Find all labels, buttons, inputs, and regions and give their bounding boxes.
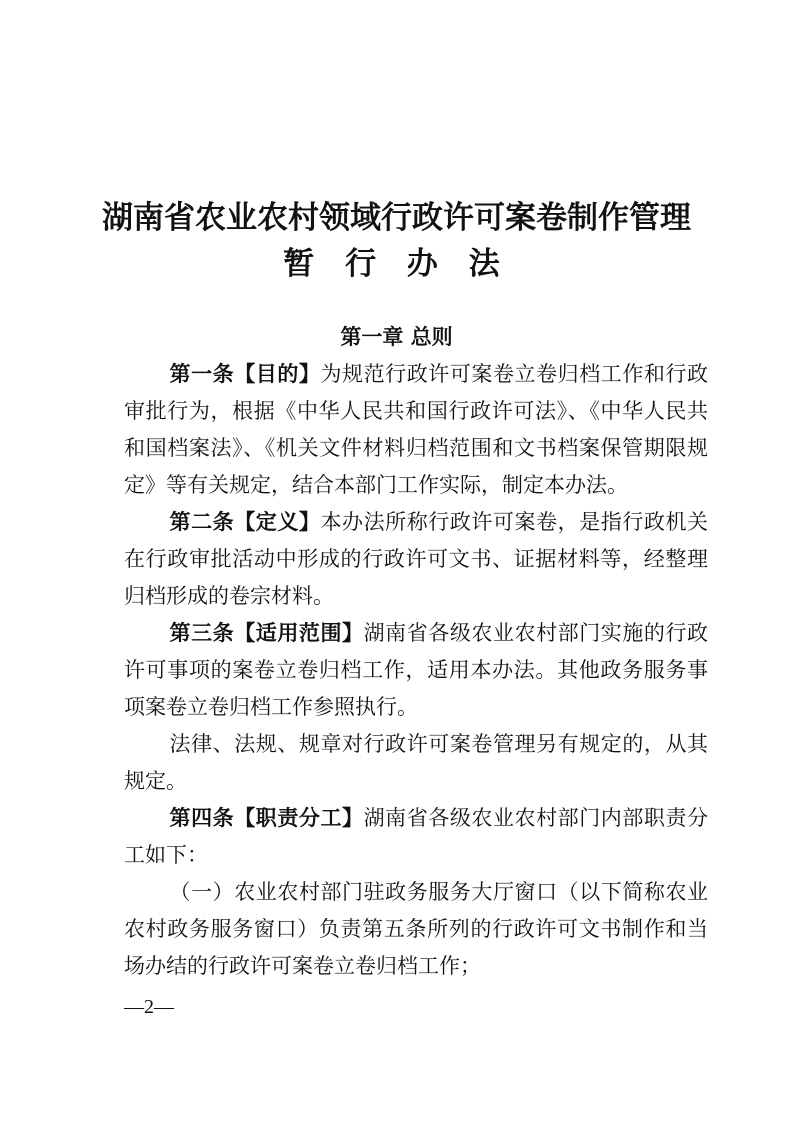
article-2-text: 本办法所称行政许可案卷，是指行政机关在行政审批活动中形成的行政许可文书、证据材料等，经整理归档形成的卷宗材料。 (124, 510, 709, 608)
article-3-paragraph (124, 615, 708, 726)
document-title-line-2: 暂 行 办 法 (283, 246, 510, 282)
chapter-heading: 第一章 总则 (340, 325, 453, 349)
article-4-paragraph (124, 800, 708, 874)
article-3-label: 第三条【适用范围】 (169, 621, 364, 645)
document-title-line-1: 湖南省农业农村领域行政许可案卷制作管理 (102, 200, 691, 236)
article-3-supplement-text: 法律、法规、规章对行政许可案卷管理另有规定的，从其规定。 (124, 732, 708, 793)
article-3-supplement-paragraph (124, 726, 708, 800)
page-number: —2— (124, 996, 174, 1018)
article-1-paragraph (124, 356, 708, 504)
article-3-text: 湖南省各级农业农村部门实施的行政许可事项的案卷立卷归档工作，适用本办法。其他政务服务事项案卷立卷归档工作参照执行。 (124, 621, 709, 719)
article-1-label: 第一条【目的】 (169, 362, 321, 386)
article-1-text: 为规范行政许可案卷立卷归档工作和行政审批行为，根据《中华人民共和国行政许可法》、《中华人民共和国档案法》、《机关文件材料归档范围和文书档案保管期限规定》等有关规定，结合本部门工作实际，制定本办法。 (124, 362, 709, 497)
article-2-label: 第二条【定义】 (169, 510, 321, 534)
article-4-text: 湖南省各级农业农村部门内部职责分工如下： (124, 806, 709, 867)
article-4-item-1-text: （一）农业农村部门驻政务服务大厅窗口（以下简称农业农村政务服务窗口）负责第五条所列的行政许可文书制作和当场办结的行政许可案卷立卷归档工作； (124, 880, 708, 978)
article-4-item-1-paragraph (124, 874, 708, 985)
article-2-paragraph (124, 504, 708, 615)
article-4-label: 第四条【职责分工】 (169, 806, 364, 830)
